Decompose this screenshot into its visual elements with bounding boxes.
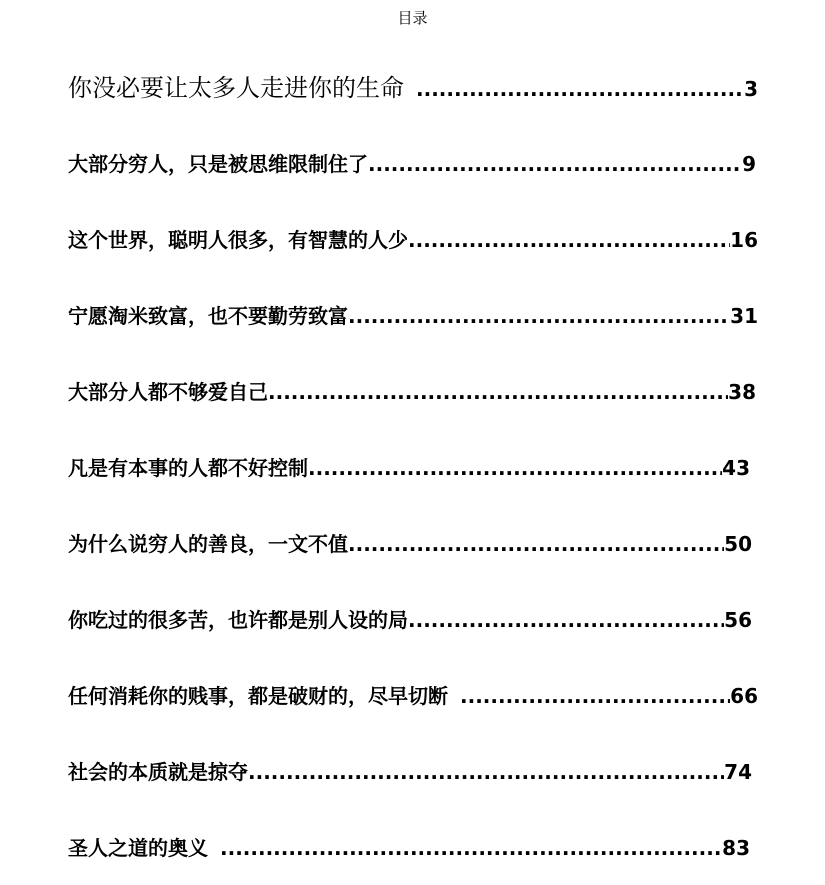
toc-entry[interactable] bbox=[68, 682, 758, 710]
toc-leader-dots bbox=[348, 302, 730, 330]
toc-entry-page: 74 bbox=[724, 760, 752, 784]
toc-entry-page: 38 bbox=[728, 380, 756, 404]
toc-leader-dots bbox=[404, 73, 744, 104]
toc-entry[interactable] bbox=[68, 606, 752, 634]
toc-entry-title: 这个世界，聪明人很多，有智慧的人少 bbox=[68, 228, 408, 252]
toc-entry[interactable] bbox=[68, 150, 756, 178]
toc-leader-dots bbox=[248, 758, 724, 786]
toc-entry[interactable] bbox=[68, 226, 758, 254]
toc-entry[interactable] bbox=[68, 834, 750, 862]
toc-leader-dots bbox=[348, 530, 724, 558]
toc-leader-dots bbox=[448, 682, 730, 710]
toc-entry-title: 大部分穷人，只是被思维限制住了 bbox=[68, 152, 368, 176]
toc-entry-page: 9 bbox=[742, 152, 756, 176]
toc-entry[interactable] bbox=[68, 302, 758, 330]
toc-entry-title: 你吃过的很多苦，也许都是别人设的局 bbox=[68, 608, 408, 632]
toc-entry-page: 66 bbox=[730, 684, 758, 708]
toc-entry[interactable] bbox=[68, 378, 756, 406]
toc-entry-title: 为什么说穷人的善良，一文不值 bbox=[68, 532, 348, 556]
toc-entry-page: 50 bbox=[724, 532, 752, 556]
toc-entry-title: 大部分人都不够爱自己 bbox=[68, 380, 268, 404]
toc-entry[interactable] bbox=[68, 454, 750, 482]
toc-leader-dots bbox=[408, 226, 730, 254]
toc-entry-title: 凡是有本事的人都不好控制 bbox=[68, 456, 308, 480]
toc-entry-page: 31 bbox=[730, 304, 758, 328]
toc-entry[interactable] bbox=[68, 72, 758, 104]
toc-leader-dots bbox=[208, 834, 722, 862]
toc-leader-dots bbox=[308, 454, 722, 482]
toc-entry-title: 宁愿淘米致富，也不要勤劳致富 bbox=[68, 304, 348, 328]
toc-entry[interactable] bbox=[68, 758, 752, 786]
toc-leader-dots bbox=[268, 378, 728, 406]
page-title: 目录 bbox=[397, 9, 428, 27]
toc-entry[interactable] bbox=[68, 530, 752, 558]
toc-entry-page: 3 bbox=[744, 77, 758, 101]
toc-entry-title: 圣人之道的奥义 bbox=[68, 836, 208, 860]
toc-entry-page: 16 bbox=[730, 228, 758, 252]
toc-entry-page: 43 bbox=[722, 456, 750, 480]
toc-leader-dots bbox=[368, 150, 742, 178]
toc-leader-dots bbox=[408, 606, 724, 634]
toc-entry-page: 56 bbox=[724, 608, 752, 632]
toc-entry-title: 社会的本质就是掠夺 bbox=[68, 760, 248, 784]
toc-entry-title: 任何消耗你的贱事，都是破财的，尽早切断 bbox=[68, 684, 448, 708]
toc-entry-title: 你没必要让太多人走进你的生命 bbox=[68, 74, 404, 102]
toc-entry-page: 83 bbox=[722, 836, 750, 860]
